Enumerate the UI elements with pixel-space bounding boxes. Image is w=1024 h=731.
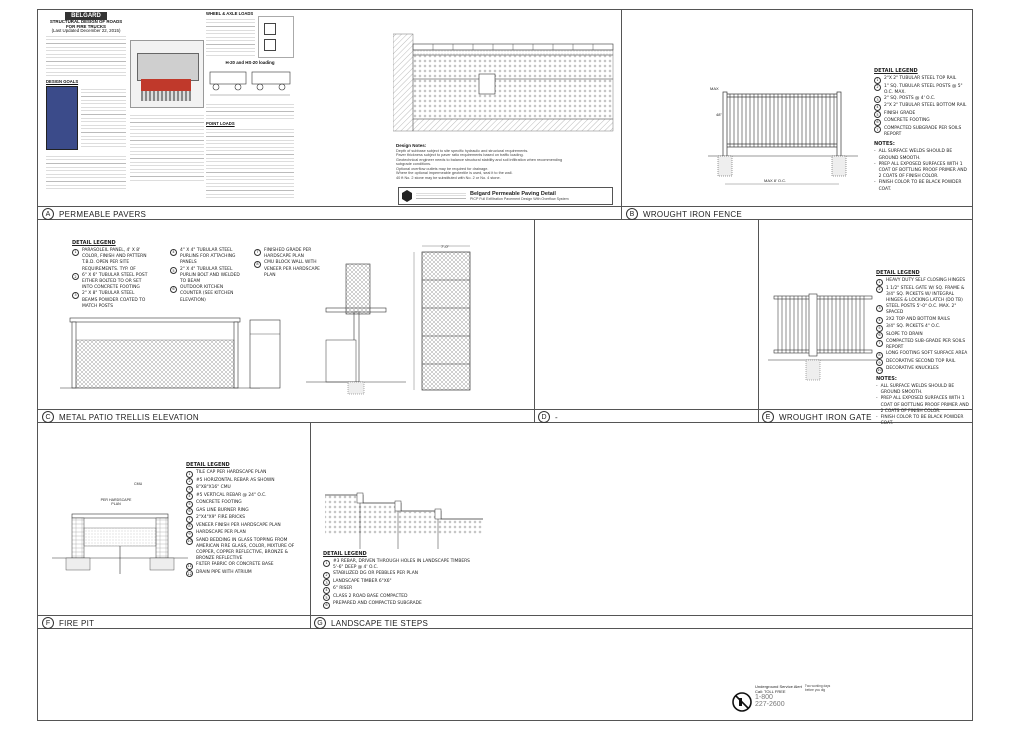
legend-item: 4 6" RISER (323, 586, 473, 594)
panel-title-b (626, 208, 742, 220)
design-note: Where the optional impermeable geotextile is used, seal it to the wall. (396, 171, 513, 175)
legend-item: 3 8"X8"X16" CMU (186, 485, 308, 493)
legend-item: 3 STEEL POSTS 5'-0" O.C. MAX. 2" SPACED (876, 304, 972, 316)
legend-item: 8 CMU BLOCK WALL WITH VENEER PER HARDSCAPE PLAN (254, 260, 330, 279)
note-item: - PREP ALL EXPOSED SURFACES WITH 1 COAT OF BOTTLING PROOF PRIMER AND 2 COATS OF FINISH COLOR. (874, 161, 967, 180)
legend-item: 12 DRAIN PIPE WITH ATRIUM (187, 569, 252, 576)
legend-item: 9 DECORATIVE SECOND TOP RAIL (876, 359, 972, 367)
row-divider-2 (38, 409, 972, 410)
belgard-logo: BELGARD (65, 12, 107, 20)
legend-item: 5 FINISH GRADE (874, 111, 970, 119)
legend-item: 4 4" X 4" TUBULAR STEEL PURLINS FOR ATTACHING PANELS (170, 248, 246, 267)
legend-item: 2 6" X 6" TUBULAR STEEL POST EITHER BOLTED TO OR SET INTO CONCRETE FOOTING (72, 273, 148, 292)
no-digging-icon (732, 692, 752, 712)
legend-item: 6 OUTDOOR KITCHEN COUNTER (SEE KITCHEN ELEVATION) (170, 285, 246, 304)
trellis-plan-drawing (408, 242, 488, 402)
permeable-paver-section (393, 14, 617, 140)
panel-tag-d: D (538, 411, 550, 423)
row-divider-3 (38, 615, 972, 616)
legend-item: 6 SLOPE TO DRAIN (876, 332, 972, 340)
legend-item: 6 PREPARED AND COMPACTED SUBGRADE (323, 601, 473, 609)
gate-detail-legend (876, 270, 972, 427)
pavers-doc-column-1 (46, 12, 126, 191)
panel-tag-g: G (314, 617, 326, 629)
legend-item: 10 DECORATIVE KNUCKLES (877, 366, 939, 373)
gate-notes-title: NOTES: (876, 375, 897, 382)
panel-label-c: METAL PATIO TRELLIS ELEVATION (59, 412, 199, 422)
row-divider-1 (38, 206, 972, 207)
legend-item: 2 #5 HORIZONTAL REBAR AS SHOWN (186, 478, 308, 486)
legend-item: 6 CONCRETE FOOTING (874, 118, 970, 126)
pavers-title-block-sub: PICP Full Exfiltration Pavement Design With Overflow System (470, 197, 569, 201)
legend-item: 4 2"X 2" TUBULAR STEEL BOTTOM RAIL (874, 103, 970, 111)
design-note: Depth of subbase subject to site specific hydraulic and structural requirements. (396, 148, 529, 153)
legend-item: 1 HEAVY DUTY SELF CLOSING HINGES (876, 278, 972, 286)
pavers-title-block-name: Belgard Permeable Paving Detail (470, 191, 556, 197)
belgard-brochure-image (46, 86, 78, 150)
note-item: - ALL SURFACE WELDS SHOULD BE GROUND SMOOTH. (874, 149, 953, 161)
design-note: 40 ft No. 2 stone may be substituted with No. 2 or No. 4 stone. (396, 175, 501, 180)
pavers-doc-body-text-2 (46, 153, 126, 191)
legend-item: 4 2X2 TOP AND BOTTOM RAILS (876, 317, 972, 325)
panel-tag-f: F (42, 617, 54, 629)
wrought-iron-gate-drawing (768, 290, 878, 390)
panel-label-f: FIRE PIT (59, 618, 95, 628)
col-divider-mid-1 (534, 219, 535, 422)
legend-item: 3 2" X 8" TUBULAR STEEL BEAMS POWDER COATED TO MATCH POSTS (72, 291, 148, 310)
trellis-legend-3 (254, 248, 330, 279)
panel-title-g (314, 617, 428, 629)
pavers-doc-heading: STRUCTURAL DESIGN OF ROADS FOR FIRE TRUCKS (49, 19, 123, 29)
fire-pit-legend (186, 462, 308, 577)
panel-title-f (42, 617, 94, 629)
steps-legend (323, 551, 473, 609)
panel-label-d: - (555, 412, 558, 422)
trellis-legend-title: DETAIL LEGEND (72, 240, 116, 246)
point-loads-heading: POINT LOADS (206, 120, 235, 126)
legend-item: 7 COMPACTED SUB-GRADE PER SOILS REPORT (876, 339, 972, 351)
legend-item: 1 2"X 2" TUBULAR STEEL TOP RAIL (874, 76, 970, 84)
usa-number-1: 1-800 (755, 694, 773, 701)
pavers-doc-column-1b (130, 40, 204, 182)
wheel-axle-text (206, 16, 255, 56)
fire-pit-legend-title: DETAIL LEGEND (186, 462, 230, 468)
legend-item: 1 #3 REBAR, DRIVEN THROUGH HOLES IN LANDSCAPE TIMBERS 5'-6" DEEP @ 4' O.C. (323, 559, 473, 571)
pavers-doc-body-text (46, 33, 126, 77)
pavers-doc-subheading: (Last Updated December 22, 2015) (51, 27, 121, 33)
usa-toll: Call: TOLL FREE (755, 689, 786, 694)
fence-dim-spacing: MAX 8' O.C. (764, 178, 787, 183)
h20-heading: H-20 and HS-20 loading (225, 60, 275, 66)
legend-item: 1 PARASOLEIL PANEL, 4' X 8' COLOR, FINISH AND PATTERN T.B.D. OPEN PER SITE REQUIREMENTS. TYP. OF (72, 248, 148, 273)
point-loads-text (206, 126, 294, 198)
fire-pit-label: PER HARDSCAPE PLAN (100, 498, 132, 506)
note-item: - FINISH COLOR TO BE BLACK POWDER COAT. (874, 180, 962, 192)
design-note: Optional overflow outlets may be required for drainage. (396, 166, 489, 171)
title-strip-divider-3 (38, 628, 972, 629)
legend-item: 2 1" SQ. TUBULAR STEEL POSTS @ 5" O.C. MAX. (874, 84, 970, 96)
usa-note: Two working days before you dig (804, 684, 831, 692)
wheel-axle-heading: WHEEL & AXLE LOADS (206, 11, 254, 16)
design-notes (396, 144, 576, 180)
legend-item: 7 2"X4"X9" FIRE BRICKS (186, 515, 308, 523)
panel-title-c (42, 411, 199, 423)
fence-detail-legend (874, 68, 970, 193)
design-notes-heading: Design Notes: (396, 143, 427, 148)
panel-label-g: LANDSCAPE TIE STEPS (331, 618, 429, 628)
tire-footprint-figure (258, 16, 294, 58)
legend-item: 6 GAS LINE BURNER RING (186, 508, 308, 516)
col-divider-top (621, 10, 622, 219)
legend-item: 8 VENEER FINISH PER HARDSCAPE PLAN (186, 523, 308, 531)
trellis-dim-top: 7'-0" (441, 244, 449, 249)
panel-title-a (42, 208, 146, 220)
usa-number-2: 227-2600 (755, 701, 785, 708)
fence-dim-height: 48" (716, 112, 722, 117)
legend-item: 2 1 1/2" STEEL GATE W/ SQ. FRAME & 3/4" SQ. PICKETS W/ INTEGRAL HINGES & LOCKING LATCH (DO TB) (876, 286, 972, 305)
pavers-doc-column-2 (206, 12, 294, 198)
truck-axle-figure (130, 40, 204, 108)
legend-item: 5 3/4" SQ. PICKETS 4" O.C. (876, 324, 972, 332)
landscape-tie-steps-drawing (323, 475, 493, 555)
panel-tag-b: B (626, 208, 638, 220)
col-divider-bottom (310, 422, 311, 628)
design-note: Geotechnical engineer needs to balance structural stability and soil infiltration when recommending subgrade conditions. (396, 157, 563, 166)
drawing-sheet (37, 9, 973, 721)
usa-title: Underground Service Alert (755, 684, 802, 689)
col-divider-mid-2 (758, 219, 759, 422)
fence-legend-title: DETAIL LEGEND (874, 68, 918, 74)
legend-item: 1 TILE CAP PER HARDSCAPE PLAN (186, 470, 308, 478)
legend-item: 2 STABILIZED DG OR PEBBLES PER PLAN (323, 571, 473, 579)
pavers-title-block (398, 187, 613, 205)
wrought-iron-fence-drawing (708, 88, 868, 194)
legend-item: 5 2" X 4" TUBULAR STEEL PURLIN BOLT AND WELDED TO BEAM (170, 267, 246, 286)
panel-tag-e: E (762, 411, 774, 423)
note-item: - FINISH COLOR TO BE BLACK POWDER COAT. (876, 414, 964, 427)
legend-item: 11 FILTER FABRIC OR CONCRETE BASE (187, 562, 274, 569)
underground-service-alert (732, 684, 852, 720)
legend-item: 5 CLASS 2 ROAD BASE COMPACTED (323, 594, 473, 602)
panel-title-d (538, 411, 558, 423)
legend-item: 7 COMPACTED SUBGRADE PER SOILS REPORT (874, 126, 970, 138)
h20-truck-diagram (206, 66, 294, 100)
fence-dim-max: MAX (710, 86, 719, 91)
legend-item: 3 2" SQ. POSTS @ 4' O.C. (874, 96, 970, 104)
gate-legend-title: DETAIL LEGEND (876, 270, 920, 276)
legend-item: 3 LANDSCAPE TIMBER 6"X6" (323, 579, 473, 587)
trellis-panel-pattern (344, 262, 374, 318)
steps-legend-title: DETAIL LEGEND (323, 551, 367, 557)
trellis-legend-2 (170, 248, 246, 304)
trellis-elevation-drawing (60, 300, 290, 400)
note-item: - PREP ALL EXPOSED SURFACES WITH 1 COAT OF BOTTLING PROOF PRIMER AND 2 COATS OF FINISH COLOR. (876, 396, 969, 414)
panel-label-b: WROUGHT IRON FENCE (643, 209, 743, 219)
title-strip-divider-1 (38, 219, 972, 220)
legend-item: 4 #5 VERTICAL REBAR @ 24" O.C. (186, 493, 308, 501)
panel-tag-a: A (42, 208, 54, 220)
note-item: - ALL SURFACE WELDS SHOULD BE GROUND SMOOTH. (876, 383, 955, 396)
design-goals-text (81, 86, 126, 148)
pavers-doc-body-text-3 (130, 112, 204, 182)
panel-title-e (762, 411, 872, 423)
legend-item: 8 LONG FOOTING SOFT SURFACE AREA (876, 351, 972, 359)
fence-notes-title: NOTES: (874, 141, 895, 148)
panel-tag-c: C (42, 411, 54, 423)
panel-label-a: PERMEABLE PAVERS (59, 209, 147, 219)
legend-item: 10 SAND BEDDING IN GLASS TOPPING FROM AMERICAN FIRE GLASS, COLOR, MIXTURE OF COPPER, COPPER REFLECTIVE, BRONZE & BRONZE REFLECTIVE (187, 537, 295, 562)
design-note: Paver thickness subject to paver ratio requirements based on traffic loading. (396, 153, 524, 157)
belgard-hex-logo-icon (402, 190, 412, 202)
legend-item: 9 HARDSCAPE PER PLAN (186, 530, 308, 538)
legend-item: 5 CONCRETE FOOTING (186, 500, 308, 508)
panel-label-e: WROUGHT IRON GATE (779, 412, 872, 422)
fire-pit-label-cmu: CMU (134, 482, 143, 486)
design-goals-heading: DESIGN GOALS (46, 79, 79, 85)
legend-item: 7 FINISHED GRADE PER HARDSCAPE PLAN (254, 248, 330, 260)
